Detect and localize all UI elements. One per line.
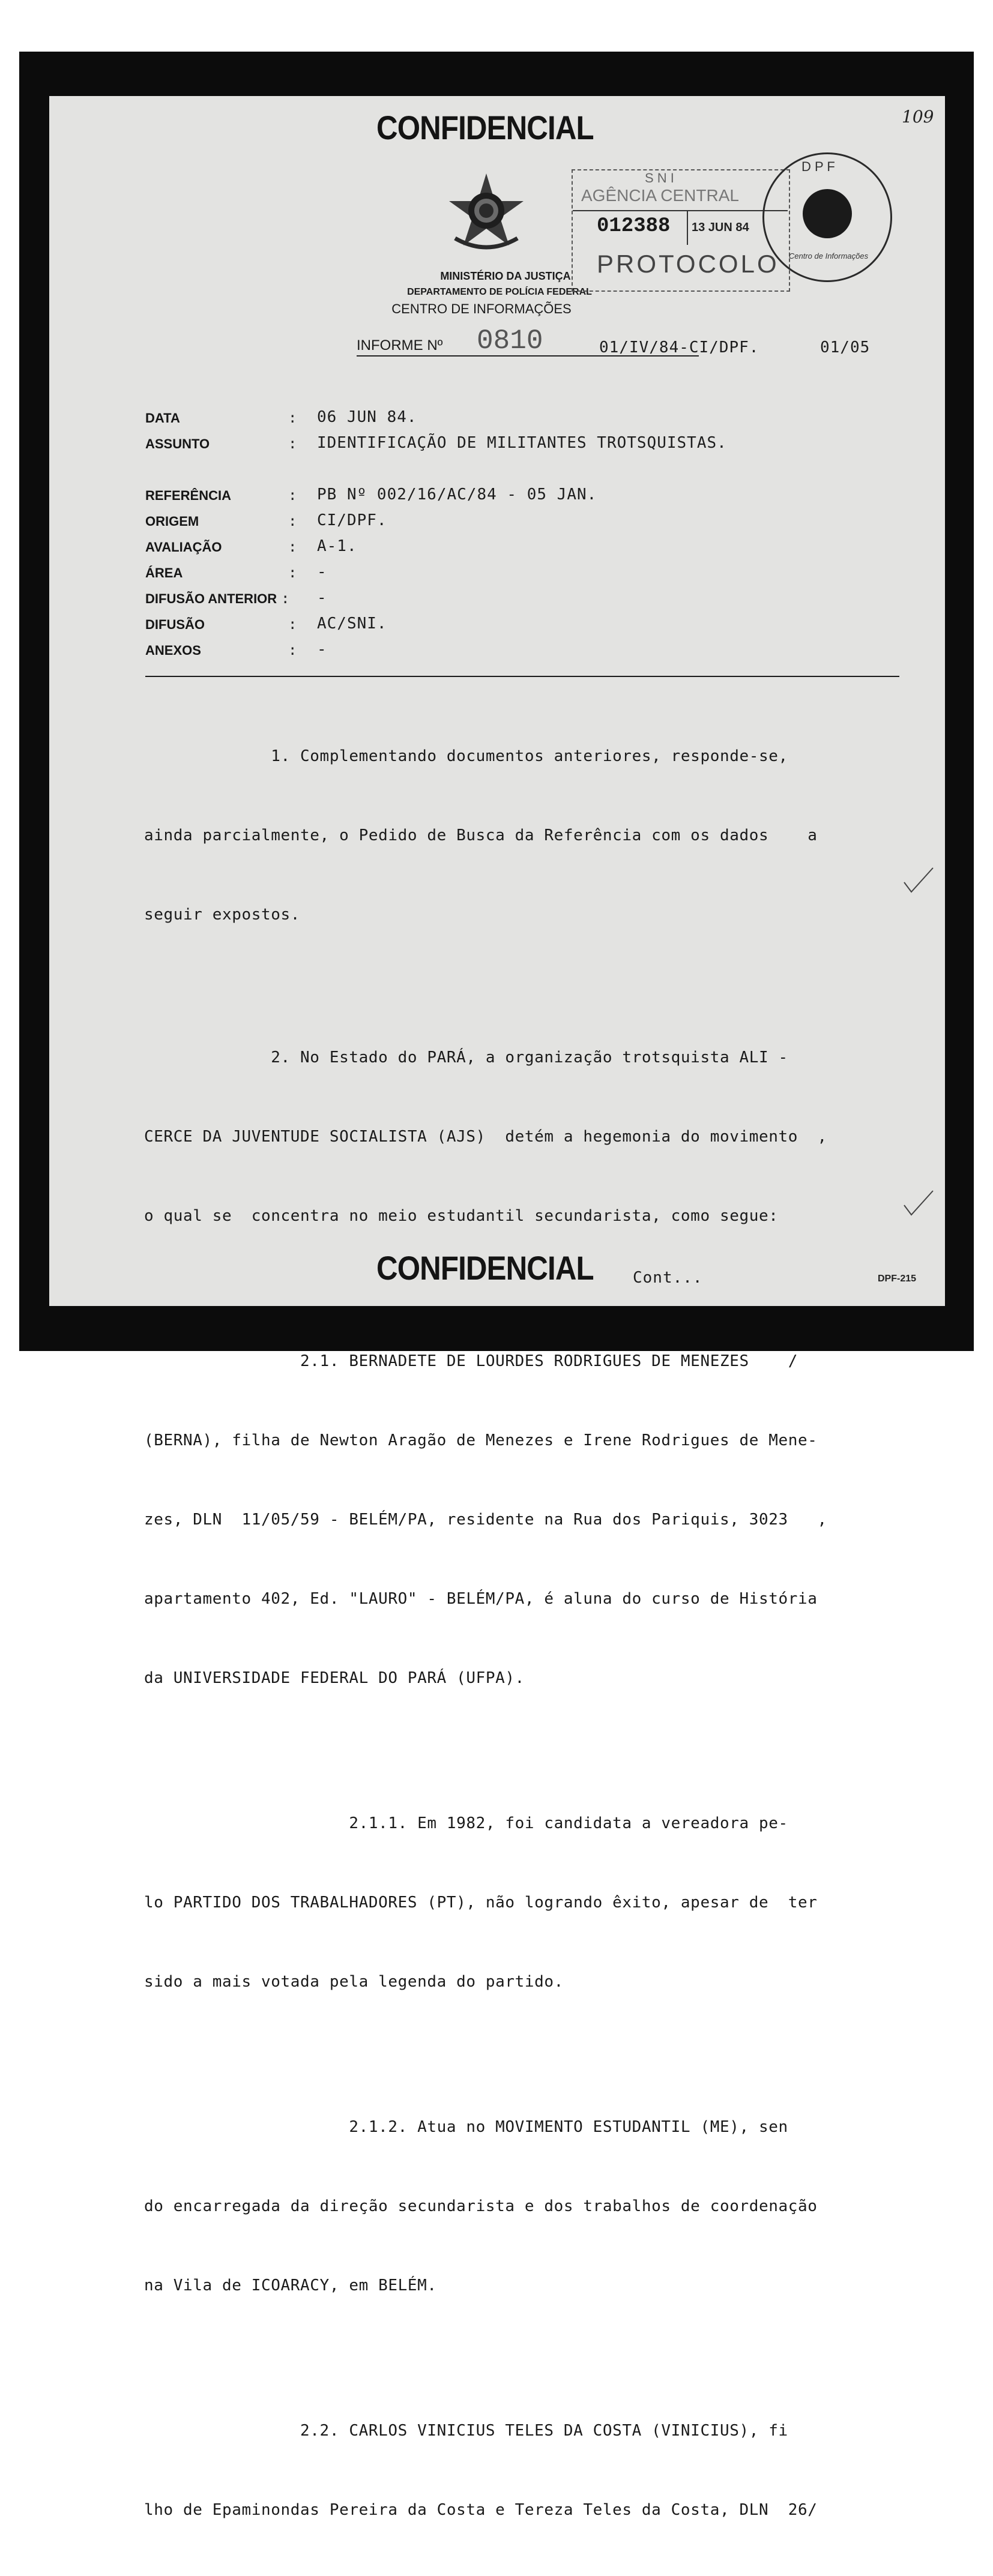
body-line: 2.1.2. Atua no MOVIMENTO ESTUDANTIL (ME), sen — [144, 2118, 788, 2136]
body-line: o qual se concentra no meio estudantil secundarista, como segue: — [144, 1207, 779, 1225]
field-colon: : — [281, 590, 290, 607]
field-colon: : — [288, 435, 297, 452]
dpf-seal-icon — [762, 152, 892, 282]
informe-number: 0810 — [477, 325, 543, 357]
field-label: AVALIAÇÃO — [145, 540, 222, 555]
informe-code: 01/IV/84-CI/DPF. — [599, 339, 759, 357]
field-divider — [145, 676, 899, 677]
field-value: AC/SNI. — [317, 615, 387, 633]
stamp-number: 012388 — [597, 215, 671, 238]
field-label: ORIGEM — [145, 514, 199, 529]
field-value: CI/DPF. — [317, 511, 387, 529]
body-line: sido a mais votada pela legenda do partido. — [144, 1973, 564, 1991]
body-line: lo PARTIDO DOS TRABALHADORES (PT), não logrando êxito, apesar de ter — [144, 1894, 818, 1912]
protocol-stamp — [572, 169, 790, 292]
body-line: ainda parcialmente, o Pedido de Busca da Referência com os dados a — [144, 826, 818, 844]
field-value: - — [317, 640, 327, 658]
body-line: 2.2. CARLOS VINICIUS TELES DA COSTA (VINICIUS), fi — [144, 2422, 788, 2440]
field-value: IDENTIFICAÇÃO DE MILITANTES TROTSQUISTAS. — [317, 434, 727, 452]
informe-pages: 01/05 — [820, 339, 871, 357]
classification-bottom: CONFIDENCIAL — [376, 1249, 594, 1287]
document-page — [49, 96, 945, 2519]
seal-ring: Centro de Informações — [788, 251, 869, 260]
body-line: seguir expostos. — [144, 906, 301, 924]
classification-top: CONFIDENCIAL — [376, 109, 594, 146]
body-line: zes, DLN 11/05/59 - BELÉM/PA, residente na Rua dos Pariquis, 3023 , — [144, 1511, 827, 1529]
stamp-agency: AGÊNCIA CENTRAL — [581, 186, 739, 205]
coat-of-arms-icon — [444, 171, 528, 255]
field-colon: : — [288, 538, 297, 555]
header-department: DEPARTAMENTO DE POLÍCIA FEDERAL — [407, 287, 592, 297]
continuation: Cont... — [633, 1269, 703, 1287]
informe-label: INFORME Nº — [357, 337, 443, 354]
field-label: DIFUSÃO — [145, 617, 205, 632]
field-colon: : — [288, 564, 297, 581]
field-value: - — [317, 589, 327, 607]
field-colon: : — [288, 642, 297, 658]
body-line: lho de Epaminondas Pereira da Costa e Tereza Teles da Costa, DLN 26/ — [144, 2501, 818, 2519]
body-line: CERCE DA JUVENTUDE SOCIALISTA (AJS) detém a hegemonia do movimento , — [144, 1128, 827, 1146]
field-value: - — [317, 563, 327, 581]
header-ministry: MINISTÉRIO DA JUSTIÇA — [440, 270, 571, 282]
body-text — [144, 690, 827, 2576]
page-number: 109 — [902, 107, 934, 127]
body-line: apartamento 402, Ed. "LAURO" - BELÉM/PA, é aluna do curso de História — [144, 1590, 818, 1608]
stamp-top: S N I — [645, 170, 674, 185]
stamp-footer: PROTOCOLO — [597, 250, 779, 278]
field-value: PB Nº 002/16/AC/84 - 05 JAN. — [317, 486, 597, 504]
body-line: 2. No Estado do PARÁ, a organização trotsquista ALI - — [144, 1049, 788, 1067]
field-value: A-1. — [317, 537, 357, 555]
field-label: ASSUNTO — [145, 436, 210, 451]
field-colon: : — [288, 487, 297, 504]
body-line: na Vila de ICOARACY, em BELÉM. — [144, 2277, 437, 2295]
form-code: DPF-215 — [878, 1274, 917, 1284]
body-line: (BERNA), filha de Newton Aragão de Menezes e Irene Rodrigues de Mene- — [144, 1431, 818, 1449]
check-mark-icon — [902, 1188, 938, 1218]
field-label: ANEXOS — [145, 643, 201, 658]
body-line: 2.1.1. Em 1982, foi candidata a vereadora pe- — [144, 1814, 788, 1832]
body-line: 2.1. BERNADETE DE LOURDES RODRIGUES DE MENEZES / — [144, 1352, 798, 1370]
header-center: CENTRO DE INFORMAÇÕES — [391, 301, 572, 316]
body-line: do encarregada da direção secundarista e dos trabalhos de coordenação — [144, 2197, 818, 2215]
check-mark-icon — [902, 865, 938, 895]
field-value: 06 JUN 84. — [317, 408, 417, 426]
field-label: REFERÊNCIA — [145, 488, 232, 503]
field-colon: : — [288, 616, 297, 633]
seal-top: D P F — [801, 159, 835, 174]
body-line: da UNIVERSIDADE FEDERAL DO PARÁ (UFPA). — [144, 1669, 525, 1687]
field-label: ÁREA — [145, 565, 183, 580]
field-colon: : — [288, 409, 297, 426]
field-label: DIFUSÃO ANTERIOR — [145, 591, 277, 606]
field-colon: : — [288, 513, 297, 529]
body-line: 1. Complementando documentos anteriores, responde-se, — [144, 747, 788, 765]
field-label: DATA — [145, 411, 180, 426]
stamp-date: 13 JUN 84 — [692, 221, 749, 234]
